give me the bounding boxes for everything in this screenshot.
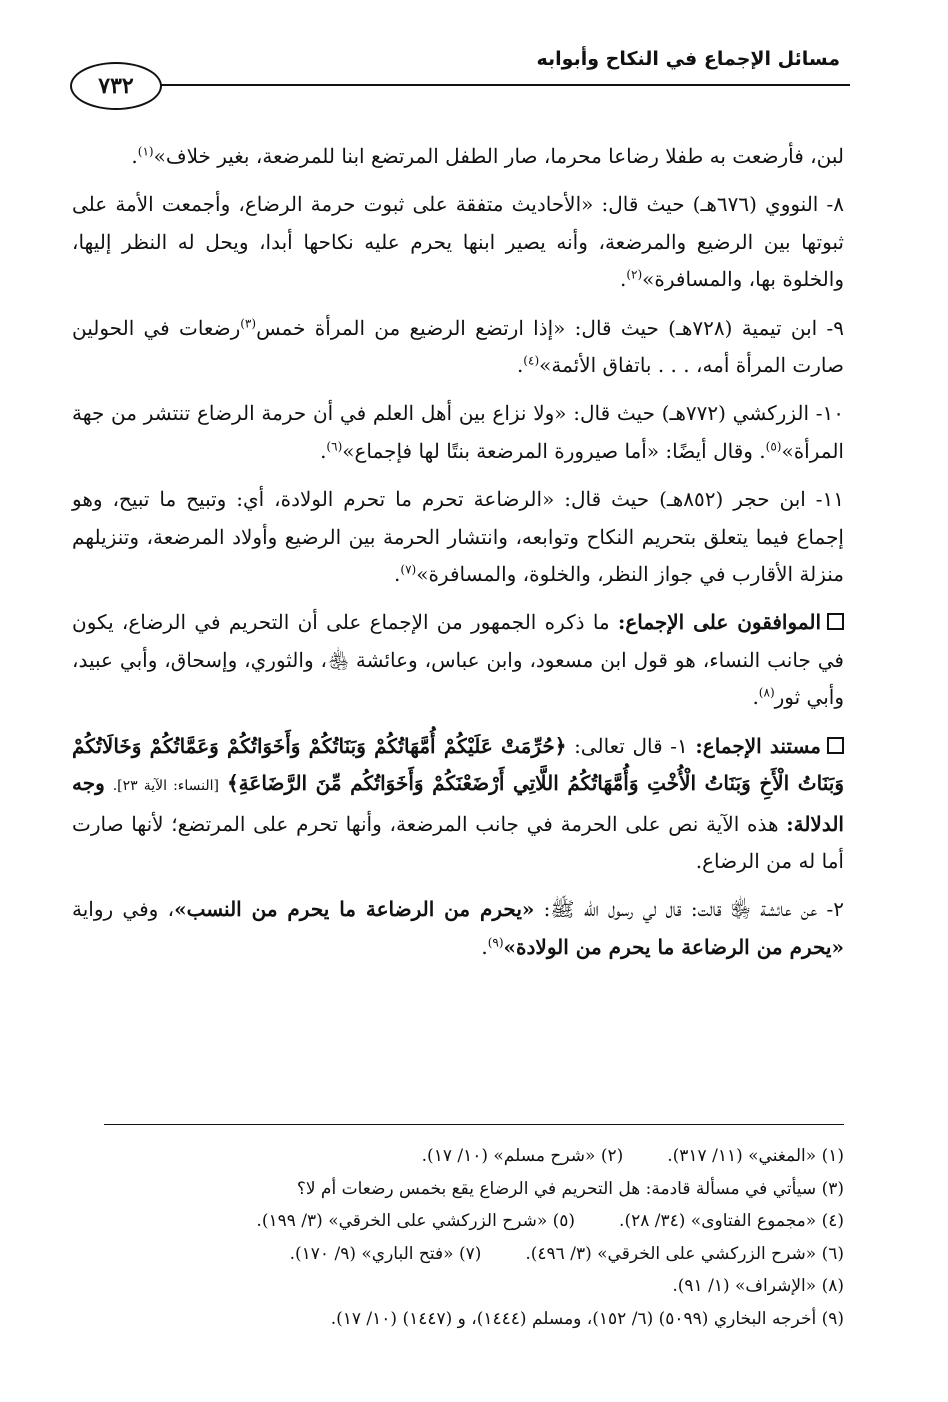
footnote-ref-8[interactable]: (٨) <box>758 685 775 700</box>
footnote-line-4 <box>70 1238 844 1271</box>
paragraph-4: ١٠- الزركشي (٧٧٢هـ) حيث قال: «ولا نزاع بين أهل العلم في أن حرمة الرضاع تنتشر من جهة المرأة»$^{(٥)}$. وقال أيضًا: «أما صيرورة المرضعة بنتًا لها فإجماع»$^{(٦)}$. <box>72 401 844 463</box>
p2-text: ٨- النووي (٦٧٦هـ) حيث قال: «الأحاديث متفقة على ثبوت حرمة الرضاع، وأجمعت الأمة على ثبوتها بين الرضيع والمرضعة، وأنه يصير ابنها يحرم عليه نكاحها أبدا، ويحل له النظر إليها، والخلوة بها، والمسافرة» <box>72 192 844 292</box>
footnote-ref-1[interactable]: (١) <box>137 144 154 159</box>
footnote-ref-4[interactable]: (٤) <box>523 353 540 368</box>
footnote-6: (٦) «شرح الزركشي على الخرقي» (٣/ ٤٩٦). <box>525 1243 844 1264</box>
p1-text: لبن، فأرضعت به طفلا رضاعا محرما، صار الطفل المرتضع ابنا للمرضعة، بغير خلاف» <box>153 144 844 168</box>
footnote-4: (٤) «مجموع الفتاوى» (٣٤/ ٢٨). <box>619 1211 844 1231</box>
p3-text-b: رضعات في الحولين صارت المرأة أمه، . . . باتفاق الأئمة» <box>72 315 844 378</box>
footnote-rule <box>104 1124 844 1125</box>
p6-text: ما ذكره الجمهور من الإجماع على أن التحريم في الرضاع، يكون في جانب النساء، هو قول ابن مسعود، وابن عباس، وعائشة ﵃، والثوري، وإسحاق، وأبي عبيد، وأبي ثور <box>72 610 844 710</box>
paragraph-8: ٢- عن عائشة ﵂ قالت: قال لي رسول الله ﷺ: «يحرم من الرضاعة ما يحرم من النسب»، وفي رواية «يحرم من الرضاعة ما يحرم من الولادة»$^{(٩)}$. <box>72 897 844 959</box>
section-label-concurring: الموافقون على الإجماع: <box>617 610 822 635</box>
footnote-line-5 <box>70 1270 844 1303</box>
hadith-1: «يحرم من الرضاعة ما يحرم من النسب» <box>174 897 535 922</box>
paragraph-7 <box>72 728 844 881</box>
footnote-ref-6[interactable]: (٦) <box>326 439 343 454</box>
p7-text: هذه الآية نص على الحرمة في جانب المرضعة، وأنها تحرم على المرتضع؛ لأنها صارت أما له من الرضاع. <box>72 811 844 873</box>
p5-text: ١١- ابن حجر (٨٥٢هـ) حيث قال: «الرضاعة تحرم ما تحرم الولادة، أي: وتبيح ما تبيح، وهو إجماع فيما يتعلق بتحريم النكاح وتوابعه، وانتشار الحرمة بين الرضيع وأولاد المرضعة، وتنزيلهم منزلة الأقارب في جواز النظر، والخلوة، والمسافرة» <box>72 487 844 587</box>
section-label-evidence: وجه الدلالة: <box>72 771 844 836</box>
section-label-basis: مستند الإجماع: <box>695 733 822 758</box>
footnote-5: (٥) «شرح الزركشي على الخرقي» (٣/ ١٩٩). <box>256 1211 576 1231</box>
running-title: مسائل الإجماع في النكاح وأبوابه <box>536 48 840 70</box>
quran-verse: ﴿حُرِّمَتْ عَلَيْكُمْ أُمَّهَاتُكُمْ وَبَنَاتُكُمْ وَأَخَوَاتُكُمْ وَعَمَّاتُكُمْ وَخَالَاتُكُمْ وَبَنَاتُ الْأَخِ وَبَنَاتُ الْأُخْتِ وَأُمَّهَاتُكُمُ اللَّاتِي أَرْضَعْنَكُمْ وَأَخَوَاتُكُم مِّنَ الرَّضَاعَةِ﴾ <box>72 733 844 796</box>
footnote-ref-9[interactable]: (٩) <box>487 935 504 950</box>
p7-intro: ١- قال تعالى: <box>574 733 688 758</box>
footnote-line-6 <box>70 1303 844 1336</box>
footnote-8: (٨) «الإشراف» (١/ ٩١). <box>672 1276 844 1296</box>
p4-text-b: . وقال أيضًا: «أما صيرورة المرضعة بنتًا لها فإجماع» <box>342 438 766 463</box>
footnote-2: (٢) «شرح مسلم» (١٠/ ١٧). <box>421 1146 624 1166</box>
footnote-line-1 <box>70 1140 844 1173</box>
paragraph-5: ١١- ابن حجر (٨٥٢هـ) حيث قال: «الرضاعة تحرم ما تحرم الولادة، أي: وتبيح ما تبيح، وهو إجماع فيما يتعلق بتحريم النكاح وتوابعه، وانتشار الحرمة بين الرضيع وأولاد المرضعة، وتنزيلهم منزلة الأقارب في جواز النظر، والخلوة، والمسافرة»$^{(٧)}$. <box>72 487 844 587</box>
section-box-icon <box>827 737 844 754</box>
paragraph-3: ٩- ابن تيمية (٧٢٨هـ) حيث قال: «إذا ارتضع الرضيع من المرأة خمس$^{(٣)}$رضعات في الحولين صارت المرأة أمه، . . . باتفاق الأئمة»$^{(٤)}$. <box>72 315 845 378</box>
footnote-ref-7[interactable]: (٧) <box>400 562 417 577</box>
p3-text-a: ٩- ابن تيمية (٧٢٨هـ) حيث قال: «إذا ارتضع الرضيع من المرأة خمس <box>256 315 845 340</box>
body-text <box>72 138 844 977</box>
footnote-ref-2[interactable]: (٢) <box>626 267 643 282</box>
section-box-icon <box>827 613 844 630</box>
page-number: ٧٣٢ <box>70 62 162 110</box>
header-rule <box>150 84 850 86</box>
p8-text-a: ٢- عن عائشة ﵂ قالت: قال لي رسول الله ﷺ: <box>543 897 844 922</box>
footnote-3: (٣) سيأتي في مسألة قادمة: هل التحريم في الرضاع يقع بخمس رضعات أم لا؟ <box>296 1178 844 1199</box>
paragraph-6: الموافقون على الإجماع: ما ذكره الجمهور من الإجماع على أن التحريم في الرضاع، يكون في جانب النساء، هو قول ابن مسعود، وابن عباس، وعائشة ﵃، والثوري، وإسحاق، وأبي عبيد، وأبي ثور$^{(٨)}$. <box>72 610 844 710</box>
verse-reference: [النساء: الآية ٢٣]. <box>112 778 219 795</box>
p4-text-a: ١٠- الزركشي (٧٧٢هـ) حيث قال: «ولا نزاع بين أهل العلم في أن حرمة الرضاع تنتشر من جهة المرأة» <box>72 401 844 463</box>
footnote-ref-5[interactable]: (٥) <box>765 439 782 454</box>
paragraph-2: ٨- النووي (٦٧٦هـ) حيث قال: «الأحاديث متفقة على ثبوت حرمة الرضاع، وأجمعت الأمة على ثبوتها بين الرضيع والمرضعة، وأنه يصير ابنها يحرم عليه نكاحها أبدا، ويحل له النظر إليها، والخلوة بها، والمسافرة»$^{(٢)}$. <box>72 192 844 292</box>
footnote-1: (١) «المغني» (١١/ ٣١٧). <box>667 1146 844 1166</box>
footnotes <box>70 1140 844 1335</box>
footnote-line-2 <box>70 1173 844 1206</box>
footnote-7: (٧) «فتح الباري» (٩/ ١٧٠). <box>289 1243 482 1264</box>
page-header <box>70 40 850 120</box>
footnote-ref-3[interactable]: (٣) <box>240 315 257 330</box>
footnote-line-3 <box>70 1205 844 1238</box>
p8-text-b: ، وفي رواية <box>72 897 175 922</box>
footnote-9: (٩) أخرجه البخاري (٥٠٩٩) (٦/ ١٥٢)، ومسلم (١٤٤٤)، و (١٤٤٧) (١٠/ ١٧). <box>330 1308 844 1329</box>
hadith-2: «يحرم من الرضاعة ما يحرم من الولادة» <box>503 934 844 959</box>
paragraph-1: لبن، فأرضعت به طفلا رضاعا محرما، صار الطفل المرتضع ابنا للمرضعة، بغير خلاف»$^{(١)}$. <box>131 144 844 168</box>
